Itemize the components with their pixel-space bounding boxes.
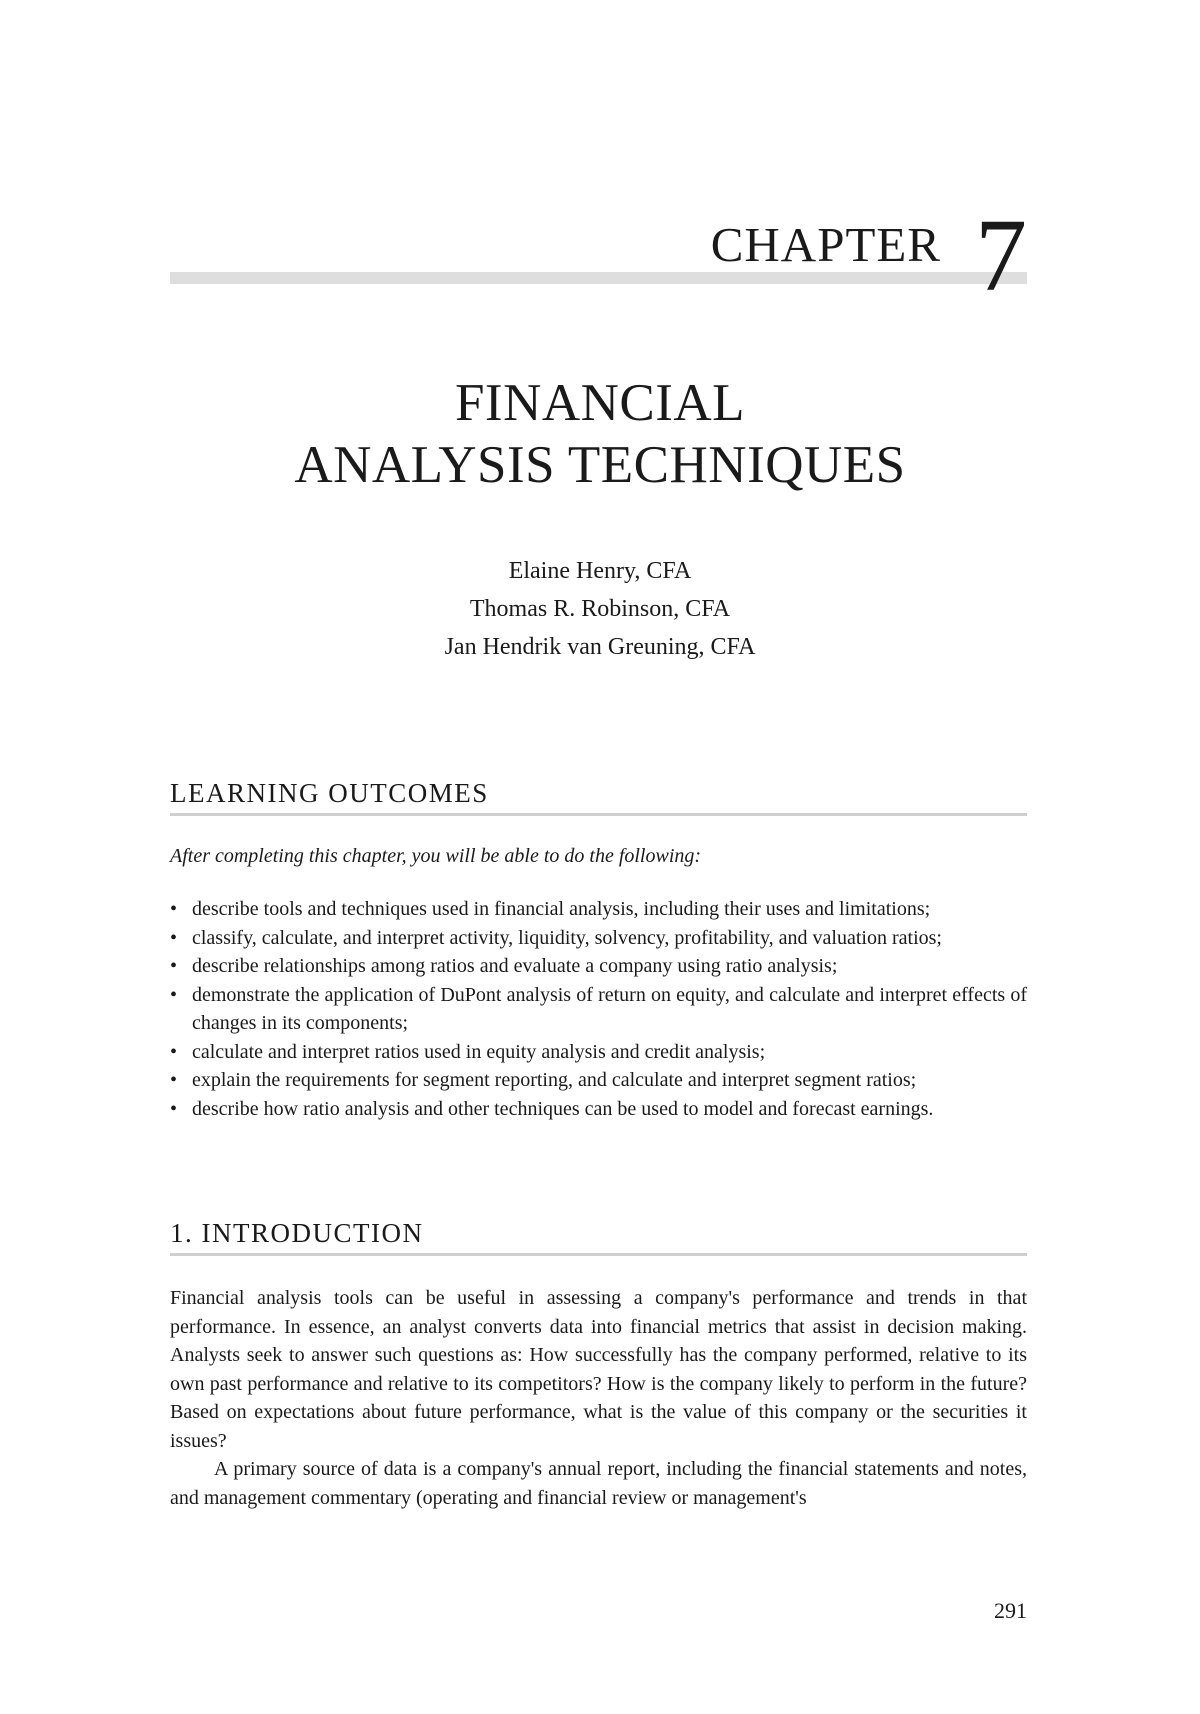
list-item-text: classify, calculate, and interpret activity, liquidity, solvency, profitability, and valuation ratios; bbox=[192, 926, 942, 949]
bullet-icon: • bbox=[170, 898, 178, 920]
author: Elaine Henry, CFA bbox=[508, 558, 692, 584]
list-item-text: describe relationships among ratios and evaluate a company using ratio analysis; bbox=[192, 955, 838, 977]
bullet-icon: • bbox=[170, 926, 178, 949]
chapter-rule bbox=[170, 272, 1027, 284]
introduction-heading: 1. INTRODUCTION bbox=[170, 1218, 424, 1248]
author: Thomas R. Robinson, CFA bbox=[469, 596, 731, 622]
list-item-text: describe how ratio analysis and other techniques can be used to model and forecast earnings. bbox=[192, 1097, 934, 1120]
learning-outcomes-rule bbox=[170, 813, 1027, 816]
learning-outcomes-list bbox=[170, 895, 1027, 1123]
chapter-label: CHAPTER bbox=[710, 217, 941, 272]
paragraph: Financial analysis tools can be useful in assessing a company's performance and trends in that performance. In essence, an analyst converts data into financial metrics that assist in decision making. Analysts seek to answer such questions as: How successfully has the company performed, relative to its own past performance and relative to its competitors? How is the company likely to perform in the future? Based on expectations about future performance, what is the value of this company or the securities it issues? bbox=[170, 1287, 1027, 1452]
chapter-header bbox=[170, 198, 1027, 313]
author-list bbox=[0, 552, 1200, 666]
list-item-text: describe tools and techniques used in financial analysis, including their uses and limitations; bbox=[192, 898, 931, 920]
learning-outcomes-heading: LEARNING OUTCOMES bbox=[170, 778, 489, 808]
bullet-icon: • bbox=[170, 955, 178, 977]
list-item bbox=[170, 952, 1027, 981]
introduction-rule bbox=[170, 1253, 1027, 1256]
chapter-number: 7 bbox=[975, 198, 1027, 313]
list-item bbox=[170, 1095, 1027, 1124]
list-item-text: calculate and interpret ratios used in equity analysis and credit analysis; bbox=[192, 1040, 766, 1063]
learning-outcomes-intro: After completing this chapter, you will be able to do the following: bbox=[170, 845, 702, 867]
list-item bbox=[170, 1038, 1027, 1067]
list-item bbox=[170, 981, 1027, 1038]
bullet-icon: • bbox=[170, 1040, 178, 1063]
list-item bbox=[170, 895, 1027, 924]
paragraph: A primary source of data is a company's annual report, including the financial statements and notes, and management commentary (operating and financial review or management's bbox=[170, 1458, 1027, 1509]
author: Jan Hendrik van Greuning, CFA bbox=[444, 634, 756, 660]
bullet-icon: • bbox=[170, 983, 178, 1006]
page-number: 291 bbox=[994, 1598, 1027, 1623]
chapter-title-line: FINANCIAL bbox=[454, 374, 746, 432]
list-item-text: demonstrate the application of DuPont analysis of return on equity, and calculate and interpret effects of changes in its components; bbox=[192, 983, 1027, 1034]
chapter-title-line: ANALYSIS TECHNIQUES bbox=[294, 436, 906, 494]
chapter-title bbox=[0, 372, 1200, 496]
list-item bbox=[170, 1066, 1027, 1095]
list-item-text: explain the requirements for segment reporting, and calculate and interpret segment ratios; bbox=[192, 1069, 917, 1091]
introduction-body bbox=[170, 1284, 1027, 1512]
bullet-icon: • bbox=[170, 1069, 178, 1091]
list-item bbox=[170, 924, 1027, 953]
bullet-icon: • bbox=[170, 1097, 178, 1120]
